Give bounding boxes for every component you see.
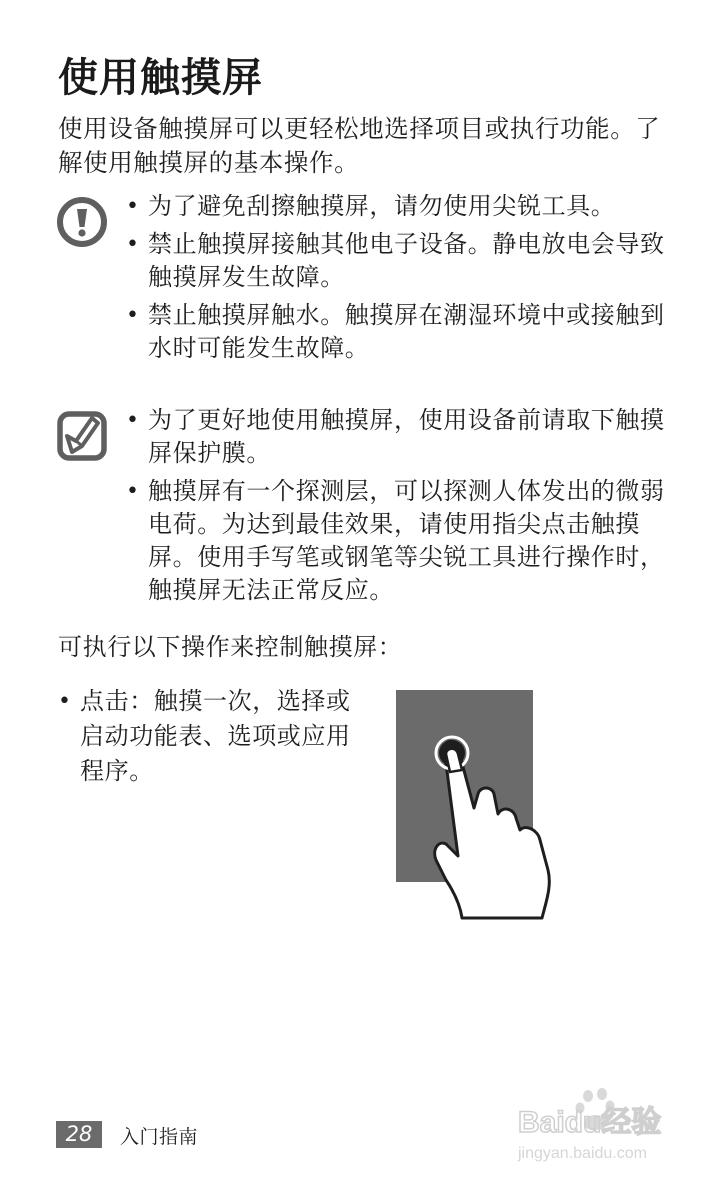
operation-text: 点击：触摸一次，选择或启动功能表、选项或应用程序。 bbox=[80, 687, 351, 785]
caution-icon bbox=[56, 196, 108, 248]
bullet-dot: • bbox=[58, 689, 72, 714]
operations-lead: 可执行以下操作来控制触摸屏： bbox=[58, 633, 403, 661]
watermark-url: jingyan.baidu.com bbox=[518, 1145, 647, 1162]
caution-list bbox=[126, 190, 666, 370]
note-list bbox=[126, 404, 666, 612]
tap-gesture-illustration bbox=[396, 690, 556, 922]
watermark-brand: Baidu经验 bbox=[518, 1106, 662, 1139]
baidu-jingyan-watermark bbox=[516, 1086, 686, 1166]
intro-paragraph: 使用设备触摸屏可以更轻松地选择项目或执行功能。了解使用触摸屏的基本操作。 bbox=[58, 114, 661, 177]
caution-item: • 禁止触摸屏接触其他电子设备。静电放电会导致触摸屏发生故障。 bbox=[126, 228, 666, 294]
caution-item: • 为了避免刮擦触摸屏，请勿使用尖锐工具。 bbox=[126, 190, 666, 223]
page-title: 使用触摸屏 bbox=[58, 55, 263, 101]
footer-section-name: 入门指南 bbox=[120, 1126, 199, 1148]
note-pencil-icon bbox=[56, 410, 108, 462]
caution-item: • 禁止触摸屏触水。触摸屏在潮湿环境中或接触到水时可能发生故障。 bbox=[126, 299, 666, 365]
note-item: • 为了更好地使用触摸屏，使用设备前请取下触摸屏保护膜。 bbox=[126, 404, 666, 470]
note-item: • 触摸屏有一个探测层，可以探测人体发出的微弱电荷。为达到最佳效果，请使用指尖点击触摸屏。使用手写笔或钢笔等尖锐工具进行操作时，触摸屏无法正常反应。 bbox=[126, 475, 666, 607]
operation-item-tap bbox=[58, 684, 368, 789]
page-number: 28 bbox=[56, 1121, 102, 1148]
